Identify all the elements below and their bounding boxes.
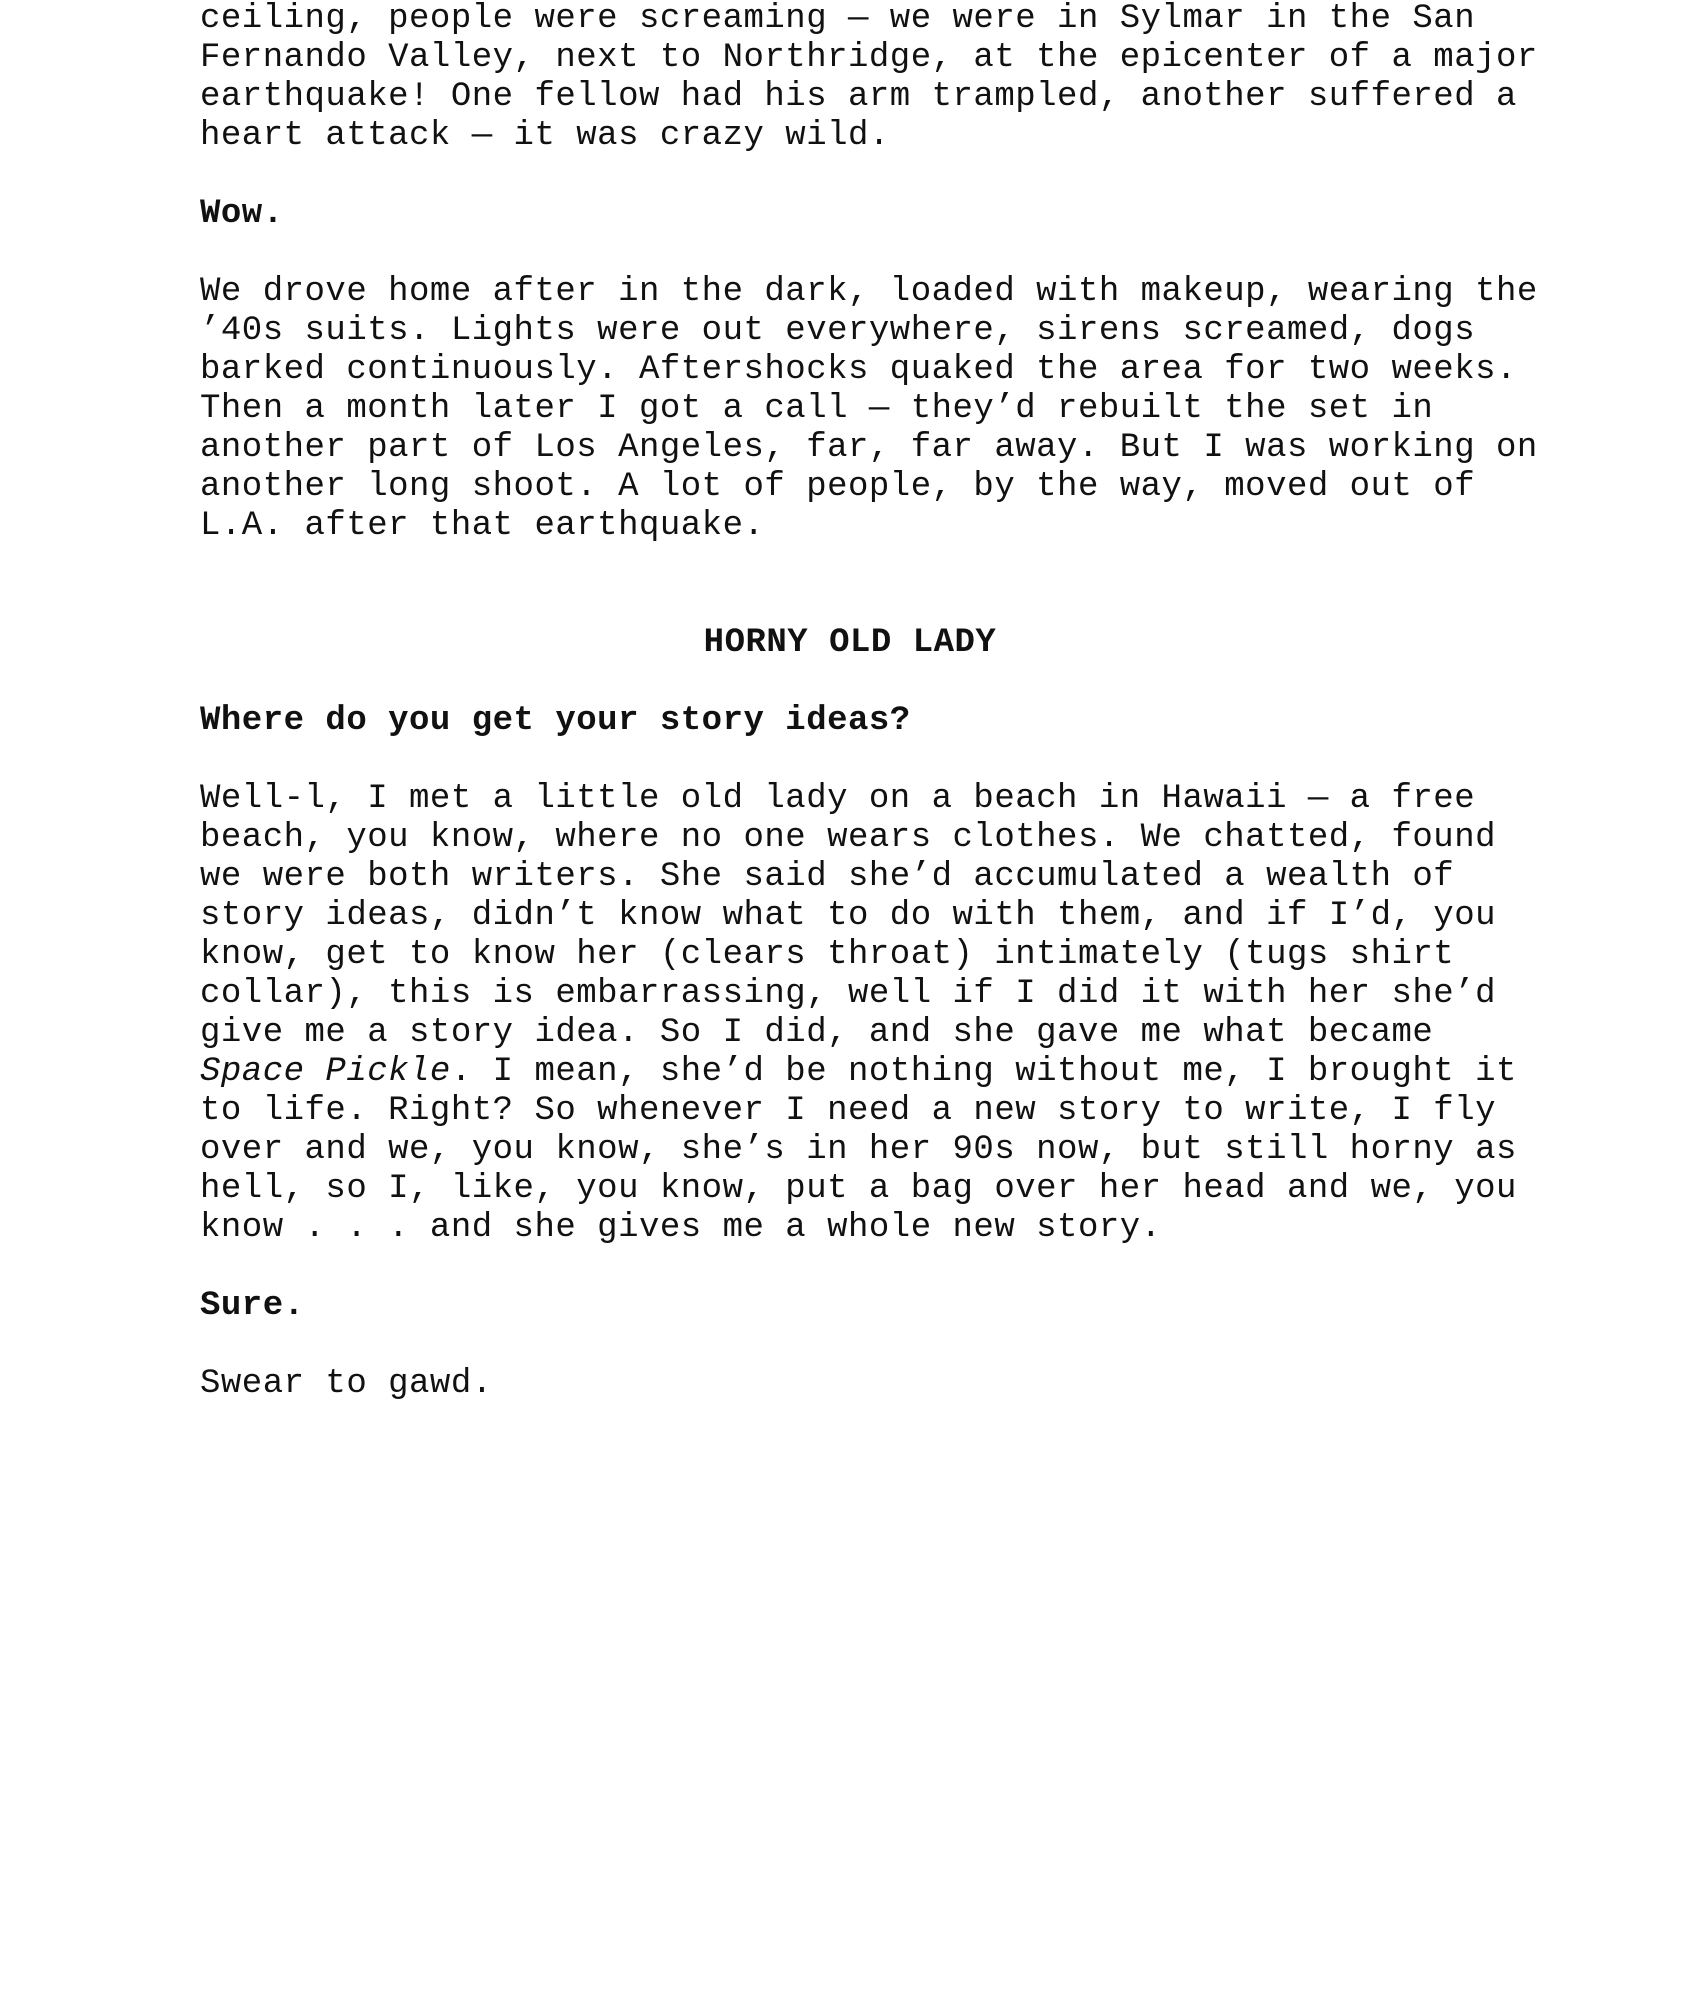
question-story-ideas	[200, 702, 1500, 741]
question-wow	[200, 195, 1500, 234]
paragraph-old-lady	[200, 780, 1517, 1248]
book-title: Space Pickle	[200, 1053, 451, 1091]
text-line: know, get to know her (clears throat) intimately (tugs shirt	[200, 936, 1455, 974]
text-line: story ideas, didn’t know what to do with them, and if I’d, you	[200, 897, 1497, 935]
text-line: another part of Los Angeles, far, far away. But I was working on	[200, 429, 1538, 467]
text-line: collar), this is embarrassing, well if I did it with her she’d	[200, 975, 1497, 1013]
text-line: ’40s suits. Lights were out everywhere, sirens screamed, dogs	[200, 312, 1476, 350]
text-line: give me a story idea. So I did, and she gave me what became	[200, 1014, 1434, 1052]
text-line: L.A. after that earthquake.	[200, 507, 765, 545]
question-text: Where do you get your story ideas?	[200, 702, 911, 740]
text-line: we were both writers. She said she’d accumulated a wealth of	[200, 858, 1455, 896]
text-line: over and we, you know, she’s in her 90s now, but still horny as	[200, 1131, 1517, 1169]
text-line: ceiling, people were screaming — we were in Sylmar in the San	[200, 0, 1476, 38]
text-line-rest: . I mean, she’d be nothing without me, I brought it	[450, 1053, 1517, 1091]
answer-swear	[200, 1365, 1500, 1404]
question-sure	[200, 1287, 1500, 1326]
text-line: heart attack — it was crazy wild.	[200, 117, 890, 155]
text-line: Then a month later I got a call — they’d rebuilt the set in	[200, 390, 1434, 428]
text-line: Well-l, I met a little old lady on a beach in Hawaii — a free	[200, 780, 1476, 818]
text-line: We drove home after in the dark, loaded with makeup, wearing the	[200, 273, 1538, 311]
text-line: earthquake! One fellow had his arm trampled, another suffered a	[200, 78, 1517, 116]
paragraph-earthquake	[200, 0, 1538, 156]
text-line: another long shoot. A lot of people, by the way, moved out of	[200, 468, 1476, 506]
text-line: to life. Right? So whenever I need a new story to write, I fly	[200, 1092, 1497, 1130]
section-heading-text: HORNY OLD LADY	[703, 624, 997, 662]
question-text: Sure.	[200, 1287, 305, 1325]
paragraph-drive-home	[200, 273, 1538, 546]
text-line: Fernando Valley, next to Northridge, at the epicenter of a major	[200, 39, 1538, 77]
text-line: barked continuously. Aftershocks quaked the area for two weeks.	[200, 351, 1517, 389]
text-line: hell, so I, like, you know, put a bag over her head and we, you	[200, 1170, 1517, 1208]
question-text: Wow.	[200, 195, 284, 233]
text-line: beach, you know, where no one wears clothes. We chatted, found	[200, 819, 1497, 857]
document-page	[200, 0, 1538, 1404]
section-heading	[200, 624, 1500, 663]
text-line	[200, 1053, 1517, 1092]
text-line: know . . . and she gives me a whole new story.	[200, 1209, 1162, 1247]
answer-text: Swear to gawd.	[200, 1365, 493, 1403]
